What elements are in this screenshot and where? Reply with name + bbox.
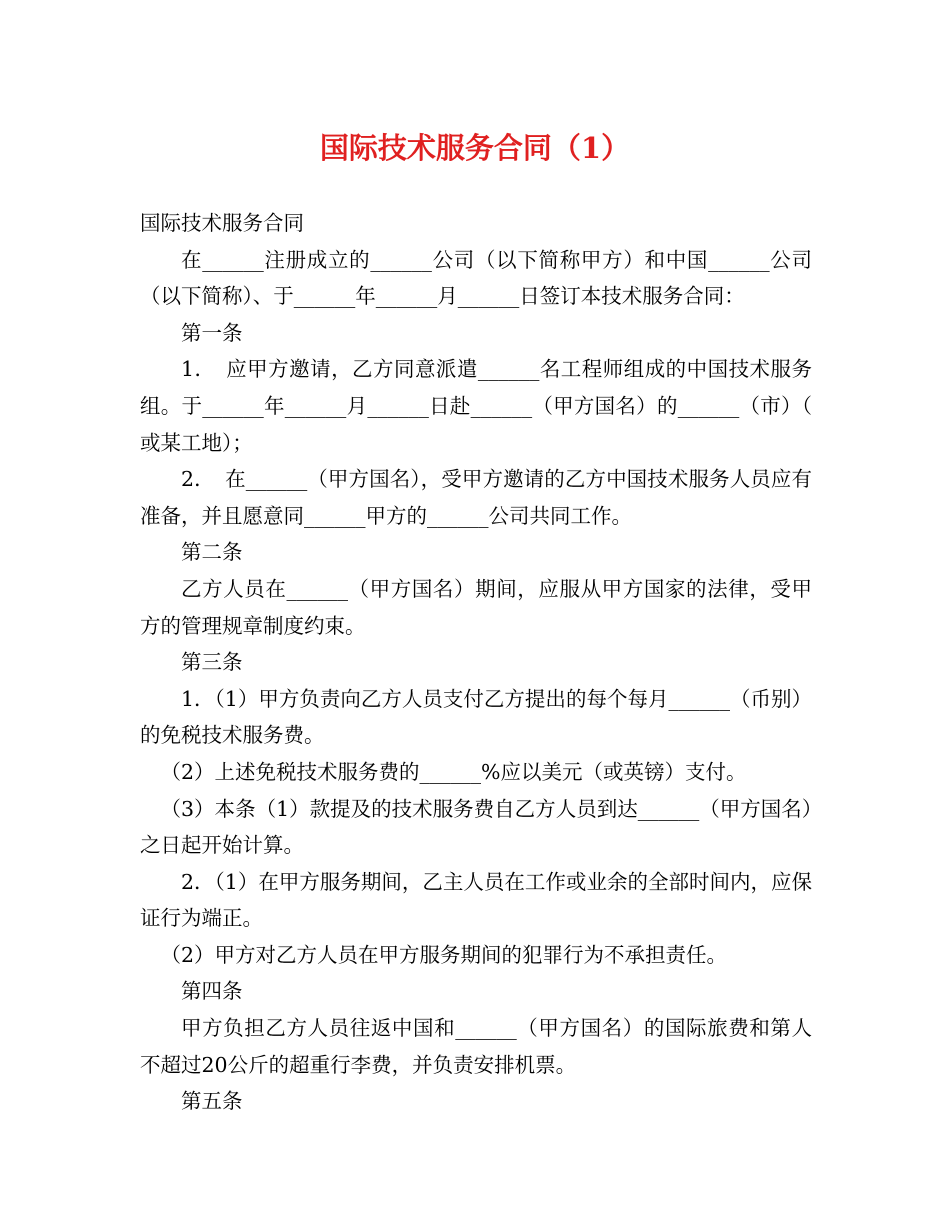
document-title: 国际技术服务合同（1） xyxy=(319,131,631,165)
article-3-clause-2-2: （2）甲方对乙方人员在甲方服务期间的犯罪行为不承担责任。 xyxy=(160,942,728,967)
article-heading-2: 第二条 xyxy=(181,540,243,565)
article-3-clause-1-3: （3）本条（1）款提及的技术服务费自乙方人员到达______（甲方国名）之日起开始计算。 xyxy=(140,796,812,858)
article-heading-4: 第四条 xyxy=(181,979,243,1004)
article-heading-3: 第三条 xyxy=(181,650,243,675)
paragraph-heading: 国际技术服务合同 xyxy=(140,211,304,235)
article-4-body: 甲方负担乙方人员往返中国和______（甲方国名）的国际旅费和第人不超过20公斤的超重行李费，并负责安排机票。 xyxy=(140,1016,812,1077)
article-3-clause-1-1: 1．（1）甲方负责向乙方人员支付乙方提出的每个每月______（币别）的免税技术服务费。 xyxy=(140,686,812,748)
article-3-clause-2-1: 2．（1）在甲方服务期间，乙主人员在工作或业余的全部时间内，应保证行为端正。 xyxy=(140,869,812,931)
article-3-clause-1-2: （2）上述免税技术服务费的______%应以美元（或英镑）支付。 xyxy=(160,759,747,784)
paragraph-preamble: 在______注册成立的______公司（以下简称甲方）和中国______公司（以下简称）、于______年______月______日签订本技术服务合同： xyxy=(140,247,812,309)
article-1-clause-1: 1． 应甲方邀请，乙方同意派遣______名工程师组成的中国技术服务组。于______年______月______日赴______（甲方国名）的______（市）（或某工地）； xyxy=(140,357,812,455)
document-body xyxy=(140,205,812,1120)
article-heading-5: 第五条 xyxy=(181,1089,243,1114)
article-1-clause-2: 2． 在______（甲方国名），受甲方邀请的乙方中国技术服务人员应有准备，并且愿意同______甲方的______公司共同工作。 xyxy=(140,467,812,528)
article-2-body: 乙方人员在______（甲方国名）期间，应服从甲方国家的法律，受甲方的管理规章制度约束。 xyxy=(140,576,812,638)
article-heading-1: 第一条 xyxy=(181,320,243,345)
